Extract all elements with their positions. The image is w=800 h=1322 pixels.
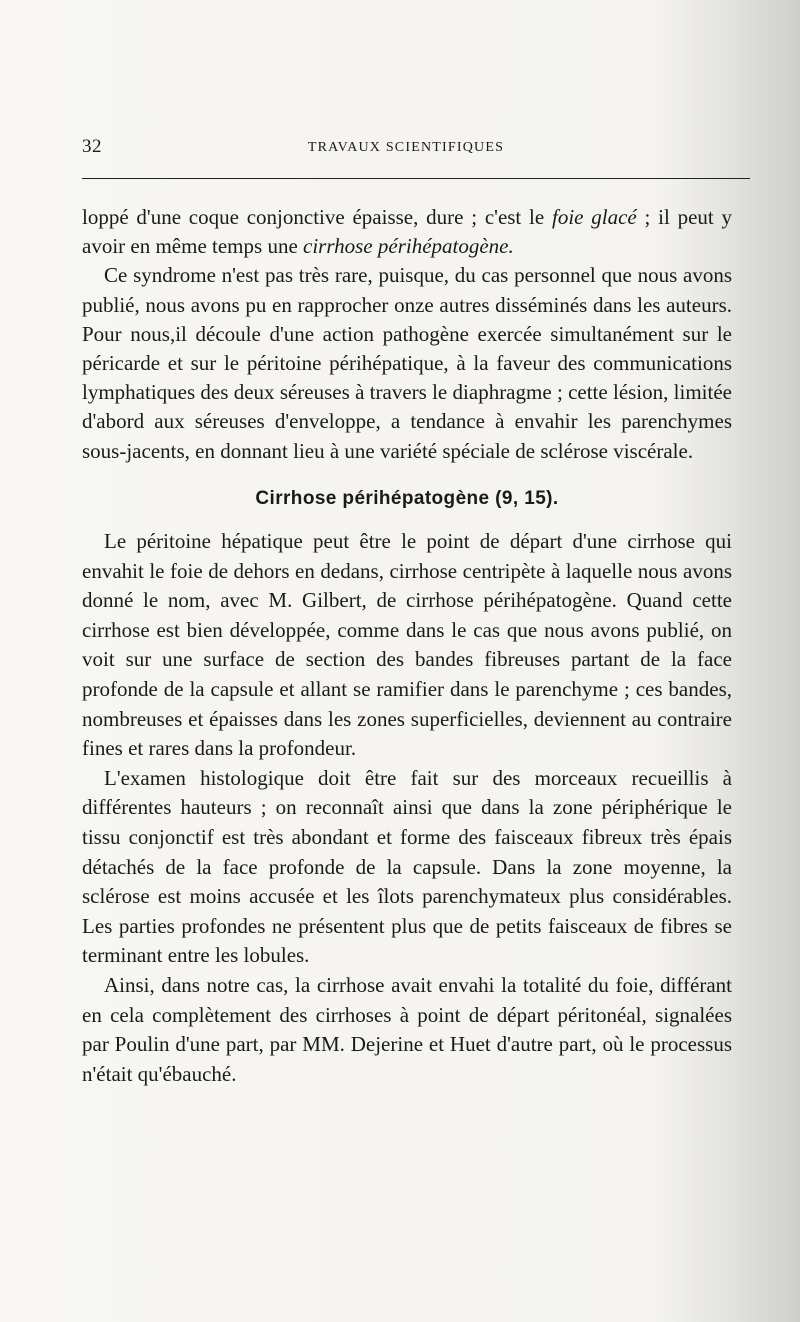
paragraph: L'examen histologique doit être fait sur des morceaux recueillis à différentes hauteurs ; on reconnaît ainsi que dans la zone périphérique le tissu conjonctif est très abondant et forme des faisceaux fibreux très épais détachés de la face profonde de la capsule. Dans la zone moyenne, la sclérose est moins accusée et les îlots parenchymateux plus considérables. Les parties profondes ne présentent plus que de petits faisceaux de fibres se terminant entre les lobules.	[82, 765, 732, 968]
body-text	[82, 203, 732, 1089]
emphasis-foie-glace: foie glacé	[551, 205, 637, 229]
emphasis-cirrhose: cirrhose périhépatogène.	[303, 234, 514, 259]
section-title: Cirrhose périhépatogène (9, 15).	[255, 487, 559, 509]
header-rule	[82, 178, 750, 179]
paragraph: Le péritoine hépatique peut être le point de départ d'une cirrhose qui envahit le foie de dehors en dedans, cirrhose centripète à laquelle nous avons donné le nom, avec M. Gilbert, de cirrhose périhépatogène. Quand cette cirrhose est bien développée, comme dans le cas que nous avons publié, on voit sur une surface de section des bandes fibreuses partant de la face profonde de la capsule et allant se ramifier dans le parenchyme ; ces bandes, nombreuses et épaisses dans les zones superficielles, deviennent au contraire fines et rares dans la profondeur.	[82, 529, 732, 761]
page-number: 32	[82, 136, 102, 157]
page-header	[82, 136, 730, 160]
paragraph-continued: loppé d'une coque conjonctive épaisse, dure ; c'est le foie glacé ; il peut y avoir en même temps une cirrhose périhépatogène.	[82, 205, 732, 259]
running-title: TRAVAUX SCIENTIFIQUES	[307, 140, 505, 155]
paragraph: Ainsi, dans notre cas, la cirrhose avait envahi la totalité du foie, différant en cela complètement des cirrhoses à point de départ péritonéal, signalées par Poulin d'une part, par MM. Dejerine et Huet d'autre part, où le processus n'était qu'ébauché.	[82, 972, 732, 1086]
section-body	[82, 527, 732, 1089]
paragraph-syndrome: Ce syndrome n'est pas très rare, puisque, du cas personnel que nous avons publié, nous avons pu en rapprocher onze autres disséminés dans les auteurs. Pour nous,il découle d'une action pathogène exercée simultanément sur le péricarde et sur le péritoine périhépatique, à la faveur des communications lymphatiques des deux séreuses à travers le diaphragme ; cette lésion, limitée d'abord aux séreuses d'enveloppe, a tendance à envahir les parenchymes sous-jacents, en donnant lieu à une variété spéciale de sclérose viscérale.	[82, 263, 732, 463]
